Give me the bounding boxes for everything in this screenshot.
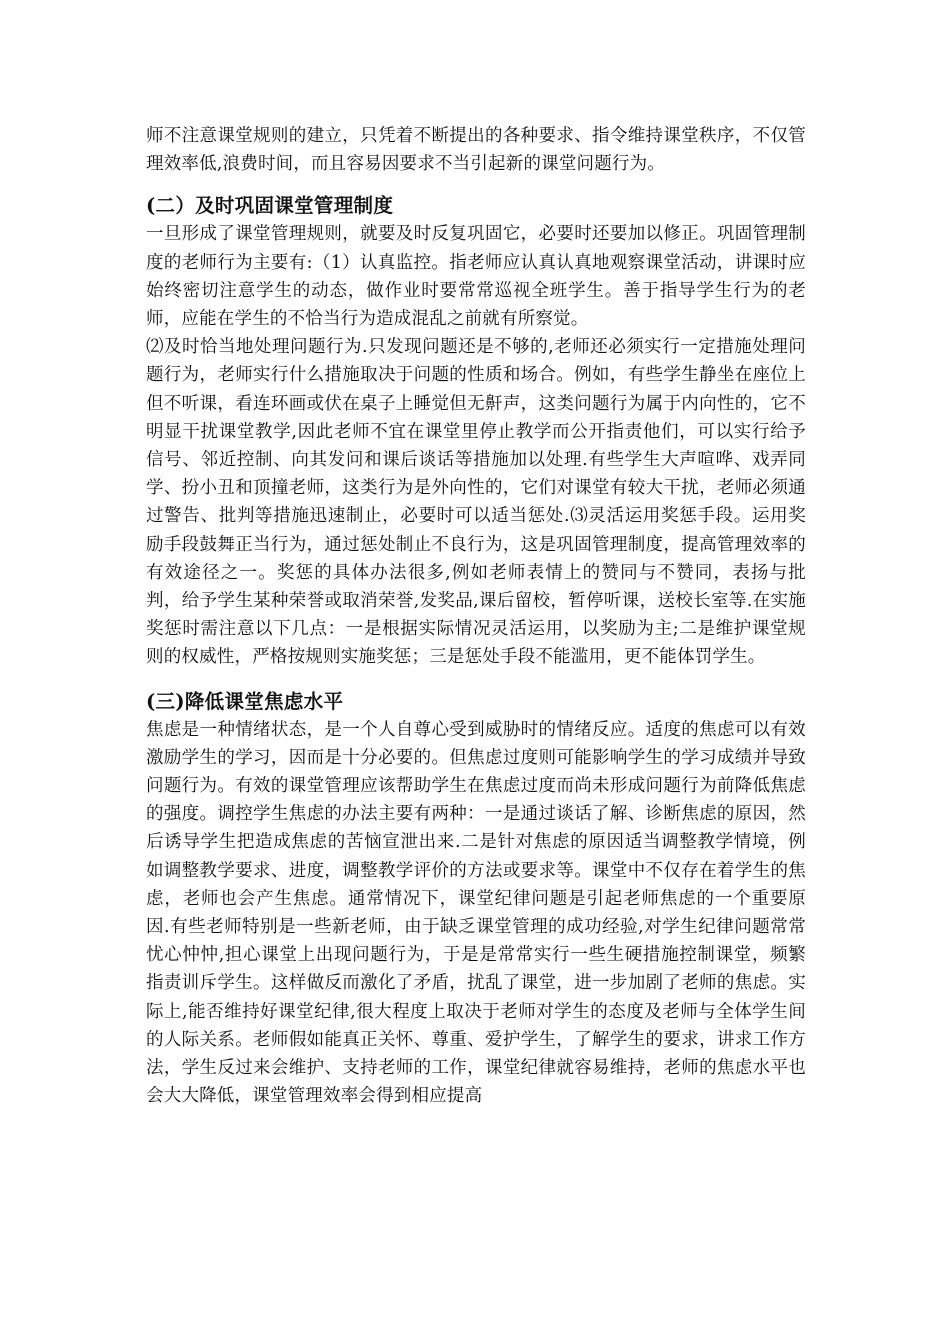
intro-paragraph: 师不注意课堂规则的建立，只凭着不断提出的各种要求、指令维持课堂秩序，不仅管理效率低,浪费时间，而且容易因要求不当引起新的课堂问题行为。 <box>146 126 806 175</box>
section-3-paragraph-1: 焦虑是一种情绪状态，是一个人自尊心受到威胁时的情绪反应。适度的焦虑可以有效激励学生的学习，因而是十分必要的。但焦虑过度则可能影响学生的学习成绩并导致问题行为。有效的课堂管理应该帮助学生在焦虑过度而尚未形成问题行为前降低焦虑的强度。调控学生焦虑的办法主要有两种：一是通过谈话了解、诊断焦虑的原因，然后诱导学生把造成焦虑的苦恼宣泄出来.二是针对焦虑的原因适当调整教学情境，例如调整教学要求、进度，调整教学评价的方法或要求等。课堂中不仅存在着学生的焦虑，老师也会产生焦虑。通常情况下，课堂纪律问题是引起老师焦虑的一个重要原因.有些老师特别是一些新老师，由于缺乏课堂管理的成功经验,对学生纪律问题常常忧心忡忡,担心课堂上出现问题行为，于是是常常实行一些生硬措施控制课堂，频繁指责训斥学生。这样做反而激化了矛盾，扰乱了课堂，进一步加剧了老师的焦虑。实际上,能否维持好课堂纪律,很大程度上取决于老师对学生的态度及老师与全体学生间的人际关系。老师假如能真正关怀、尊重、爱护学生，了解学生的要求，讲求工作方法，学生反过来会维护、支持老师的工作，课堂纪律就容易维持，老师的焦虑水平也会大大降低，课堂管理效率会得到相应提高 <box>146 719 806 1107</box>
section-2-paragraph-2: ⑵及时恰当地处理问题行为.只发现问题还是不够的,老师还必须实行一定措施处理问题行为，老师实行什么措施取决于问题的性质和场合。例如，有些学生静坐在座位上但不听课，看连环画或伏在桌子上睡觉但无鼾声，这类问题行为属于内向性的，它不明显干扰课堂教学,因此老师不宜在课堂里停止教学而公开指责他们，可以实行给予信号、邻近控制、向其发问和课后谈话等措施加以处理.有些学生大声喧哗、戏弄同学、扮小丑和顶撞老师，这类行为是外向性的，它们对课堂有较大干扰，老师必须通过警告、批判等措施迅速制止，必要时可以适当惩处.⑶灵活运用奖惩手段。运用奖励手段鼓舞正当行为，通过惩处制止不良行为，这是巩固管理制度，提高管理效率的有效途径之一。奖惩的具体办法很多,例如老师表情上的赞同与不赞同，表扬与批判，给予学生某种荣誉或取消荣誉,发奖品,课后留校，暂停听课，送校长室等.在实施奖惩时需注意以下几点：一是根据实际情况灵活运用，以奖励为主;二是维护课堂规则的权威性，严格按规则实施奖惩；三是惩处手段不能滥用，更不能体罚学生。 <box>146 337 806 668</box>
spacer <box>146 672 806 688</box>
document-page <box>146 122 806 1111</box>
spacer <box>146 178 806 192</box>
section-heading-3: (三)降低课堂焦虑水平 <box>146 689 344 713</box>
section-heading-2: (二）及时巩固课堂管理制度 <box>146 194 394 218</box>
section-2-paragraph-1: 一旦形成了课堂管理规则，就要及时反复巩固它，必要时还要加以修正。巩固管理制度的老师行为主要有:（1）认真监控。指老师应认真认真地观察课堂活动，讲课时应始终密切注意学生的动态，做作业时要常常巡视全班学生。善于指导学生行为的老师，应能在学生的不恰当行为造成混乱之前就有所察觉。 <box>146 224 806 330</box>
